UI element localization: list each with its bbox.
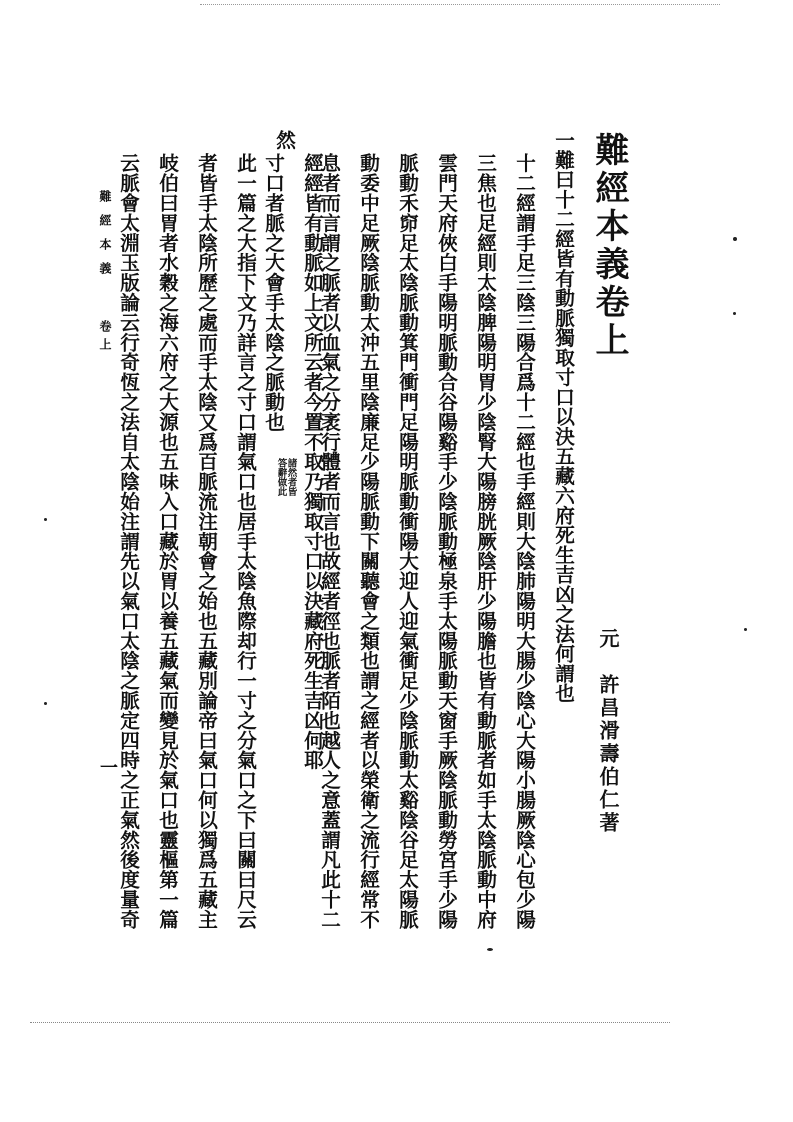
text-column-6: 動委中足厥陰脈動太沖五里陰廉足少陽脈動下關聽會之類也謂之經者以榮衛之流行經常不: [356, 153, 380, 930]
text-column-7: 息者而言謂之脈者以血氣之分袤行體者而言也故經者徑也脈者陌也越人之意蓋謂凡此十二: [317, 153, 341, 930]
scan-speck: [44, 702, 47, 705]
text-column-3: 三焦也足經則太陰脾陽明胃少陰腎大陽膀胱厥陰肝少陽膽也皆有動脈者如手太陰脈動中府: [473, 153, 497, 930]
scan-speck: [733, 312, 736, 315]
text-column-9: 然: [272, 130, 296, 150]
text-column-10: 寸口者脈之大會手太陰之脈動也: [261, 153, 285, 432]
inline-note-a: 諸然者皆: [285, 458, 297, 496]
page-number: 一: [97, 758, 118, 776]
scan-edge-bottom: [30, 1022, 670, 1024]
text-column-5: 脈動禾窌足太陰脈動箕門衝門足陽明脈動衝陽大迎人迎氣衝足少陰脈動太谿陰谷足太陽脈: [395, 153, 419, 930]
scan-speck: [44, 518, 47, 521]
scan-edge-top: [200, 4, 720, 6]
text-column-1: 一難曰十二經皆有動脈獨取寸口以決五藏六府死生吉凶之法何謂也: [551, 130, 575, 703]
margin-book-title: 難經本義: [98, 190, 112, 286]
scan-speck: [744, 628, 747, 631]
scan-speck: [487, 948, 493, 951]
margin-volume: 卷上: [98, 320, 112, 356]
text-column-11: 此一篇之大指下文乃詳言之寸口謂氣口也居手太陰魚際却行一寸之分氣口之下曰關曰尺云: [233, 153, 257, 930]
text-column-8: 經經皆有動脈如上文所云者今置不取乃獨取寸口以決藏府死生吉凶何耶: [300, 153, 324, 770]
text-column-4: 雲門天府俠白手陽明脈動合谷陽谿手少陰脈動極泉手太陽脈動天窗手厥陰脈動勞宮手少陽: [434, 153, 458, 930]
author-line: 元 許昌滑壽伯仁著: [596, 628, 620, 835]
text-column-2: 十二經謂手足三陰三陽合爲十二經也手經則大陰肺陽明大腸少陰心大陽小腸厥陰心包少陽: [512, 153, 536, 930]
text-column-14: 云脈會太淵玉版論云行奇恆之法自太陰始注謂先以氣口太陰之脈定四時之正氣然後度量奇: [116, 153, 140, 930]
inline-note-b: 答辭做此: [275, 458, 287, 496]
scan-speck: [733, 237, 737, 241]
book-title: 難經本義卷上: [589, 132, 629, 360]
text-column-13: 岐伯曰胃者水穀之海六府之大源也五味入口藏於胃以養五藏氣而變見於氣口也靈樞第一篇: [155, 153, 179, 930]
text-column-12: 者皆手太陰所歷之處而手太陰又爲百脈流注朝會之始也五藏別論帝曰氣口何以獨爲五藏主: [194, 153, 218, 930]
